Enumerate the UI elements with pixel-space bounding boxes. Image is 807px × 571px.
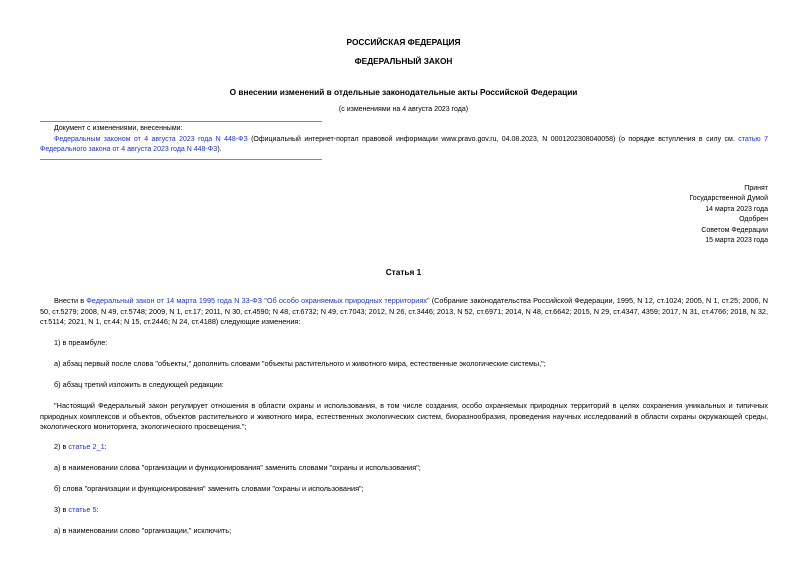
item-article-2-1: 2) в статье 2_1: [54, 442, 107, 451]
changes-text: Федеральным законом от 4 августа 2023 года N 448-ФЗ (Официальный интернет-портал правовой информации www.pravo.gov.ru, 04.08.2023, N 0001202308040058) (о порядке вступления в силу см. статью 7 Федерального закона от 4 августа 2023 года N 448-ФЗ). [40, 135, 768, 153]
adoption-line: 14 марта 2023 года [705, 205, 768, 213]
adoption-line: Принят [744, 185, 768, 192]
law-33-fz-link[interactable]: Федеральный закон от 14 марта 1995 года N 33-ФЗ "Об особо охраняемых природных территориях" [86, 296, 430, 305]
article-7-link[interactable]: статью 7 Федерального закона от 4 августа 2023 года N 448-ФЗ [40, 135, 768, 153]
adoption-line: Государственной Думой [689, 195, 768, 203]
item-article-2-1-a: а) в наименовании слова "организации и функционирования" заменить словами "охраны и использования"; [54, 463, 421, 472]
article-intro: Внести в Федеральный закон от 14 марта 1995 года N 33-ФЗ "Об особо охраняемых природных территориях" (Собрание законодательства Российской Федерации, 1995, N 12, ст.1024; 2005, N 1, ст.25; 2006, N 50, ст.5279; 2008, N 49, ст.5748; 2009, N 1, ст.17; 2011, N 30, ст.4590; N 48, ст.6732; N 49, ст.7043; 2012, N 26, ст.3446; 2013, N 52, ст.6971; 2014, N 48, ст.6642; 2015, N 29, ст.4347, 4359; 2017, N 31, ст.4766; 2018, N 32, ст.5114; 2021, N 1, ст.44; N 15, ст.2446; N 24, ст.4188) следующие изменения: [40, 296, 768, 326]
item-preamble-b-text: "Настоящий Федеральный закон регулирует отношения в области охраны и использования, в том числе создания, особо охраняемых природных территорий в целях сохранения уникальных и типичных природных комплексов и объектов, объектов растительного и животного мира, естественных экологических систем, биоразнообразия, проведения научных исследований в области охраны окружающей среды, экологического мониторинга, экологического просвещения."; [40, 401, 768, 431]
country-heading: РОССИЙСКАЯ ФЕДЕРАЦИЯ [346, 37, 461, 47]
item-preamble: 1) в преамбуле: [54, 338, 108, 347]
page-title: О внесении изменений в отдельные законодательные акты Российской Федерации [229, 87, 578, 97]
article-5-link[interactable]: статье 5 [68, 505, 97, 514]
adoption-line: Одобрен [739, 216, 768, 224]
page-subtitle: (с изменениями на 4 августа 2023 года) [338, 106, 469, 113]
changes-label: Документ с изменениями, внесенными: [54, 125, 183, 132]
changes-top-rule [40, 121, 322, 122]
article-heading: Статья 1 [385, 267, 422, 277]
item-preamble-a: а) абзац первый после слова "объекты," дополнить словами "объекты растительного и животного мира, естественные экологические системы,"; [54, 359, 546, 368]
article-2-1-link[interactable]: статье 2_1 [68, 442, 105, 451]
adoption-block [689, 184, 768, 246]
adoption-line: Советом Федерации [701, 226, 768, 234]
amending-law-link[interactable]: Федеральным законом от 4 августа 2023 года N 448-ФЗ [54, 135, 248, 143]
changes-bottom-rule [40, 159, 322, 160]
adoption-line: 15 марта 2023 года [705, 237, 768, 245]
item-article-2-1-b: б) слова "организации и функционирования" заменить словами "охраны и использования"; [54, 484, 364, 493]
changes-block [40, 124, 768, 156]
item-article-5-a: а) в наименовании слово "организации," исключить; [54, 526, 232, 535]
item-preamble-b: б) абзац третий изложить в следующей редакции: [54, 380, 224, 389]
doc-type-heading: ФЕДЕРАЛЬНЫЙ ЗАКОН [354, 56, 453, 66]
item-article-5: 3) в статье 5: [54, 505, 99, 514]
